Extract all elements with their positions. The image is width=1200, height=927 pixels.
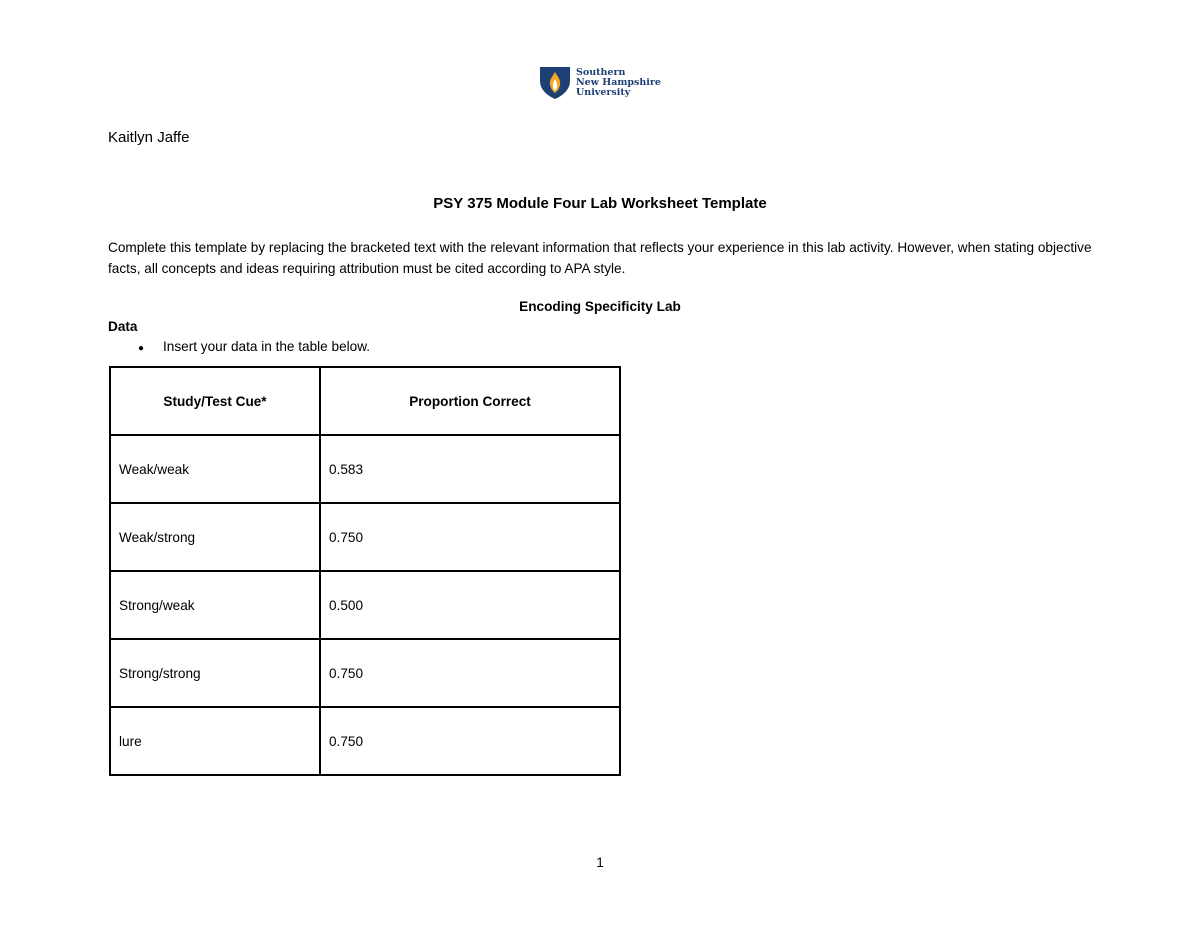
- logo-line-3: University: [576, 87, 631, 98]
- cue-cell: Strong/weak: [110, 571, 320, 639]
- table-header-row: [110, 367, 620, 435]
- header-study-test-cue: Study/Test Cue*: [110, 367, 320, 435]
- data-heading: Data: [108, 319, 138, 334]
- proportion-cell: 0.750: [320, 639, 620, 707]
- author-name: Kaitlyn Jaffe: [108, 129, 190, 146]
- table-row: [110, 707, 620, 775]
- flame-shield-icon: [539, 66, 571, 100]
- proportion-cell: 0.583: [320, 435, 620, 503]
- proportion-cell: 0.500: [320, 571, 620, 639]
- cue-cell: Weak/weak: [110, 435, 320, 503]
- table-row: [110, 571, 620, 639]
- bullet-icon: ●: [138, 343, 145, 354]
- data-table: [109, 366, 621, 776]
- bullet-text: Insert your data in the table below.: [163, 339, 371, 354]
- instructions-paragraph: Complete this template by replacing the bracketed text with the relevant information that reflects your experience in this lab activity. However, when stating objective facts, all concepts and ideas requiring attribution must be cited according to APA style.: [108, 240, 1092, 276]
- header-proportion-correct: Proportion Correct: [320, 367, 620, 435]
- logo-line-2: New Hampshire: [576, 77, 661, 88]
- proportion-cell: 0.750: [320, 503, 620, 571]
- university-logo: [539, 66, 661, 100]
- table-row: [110, 639, 620, 707]
- logo-wordmark: [576, 68, 661, 98]
- cue-cell: Weak/strong: [110, 503, 320, 571]
- table-row: [110, 435, 620, 503]
- logo-line-1: Southern: [576, 67, 626, 78]
- section-title: Encoding Specificity Lab: [519, 299, 681, 314]
- page-title: PSY 375 Module Four Lab Worksheet Template: [433, 195, 767, 212]
- page-number: 1: [596, 855, 604, 870]
- cue-cell: lure: [110, 707, 320, 775]
- cue-cell: Strong/strong: [110, 639, 320, 707]
- proportion-cell: 0.750: [320, 707, 620, 775]
- bullet-list-item: [138, 339, 370, 358]
- table-row: [110, 503, 620, 571]
